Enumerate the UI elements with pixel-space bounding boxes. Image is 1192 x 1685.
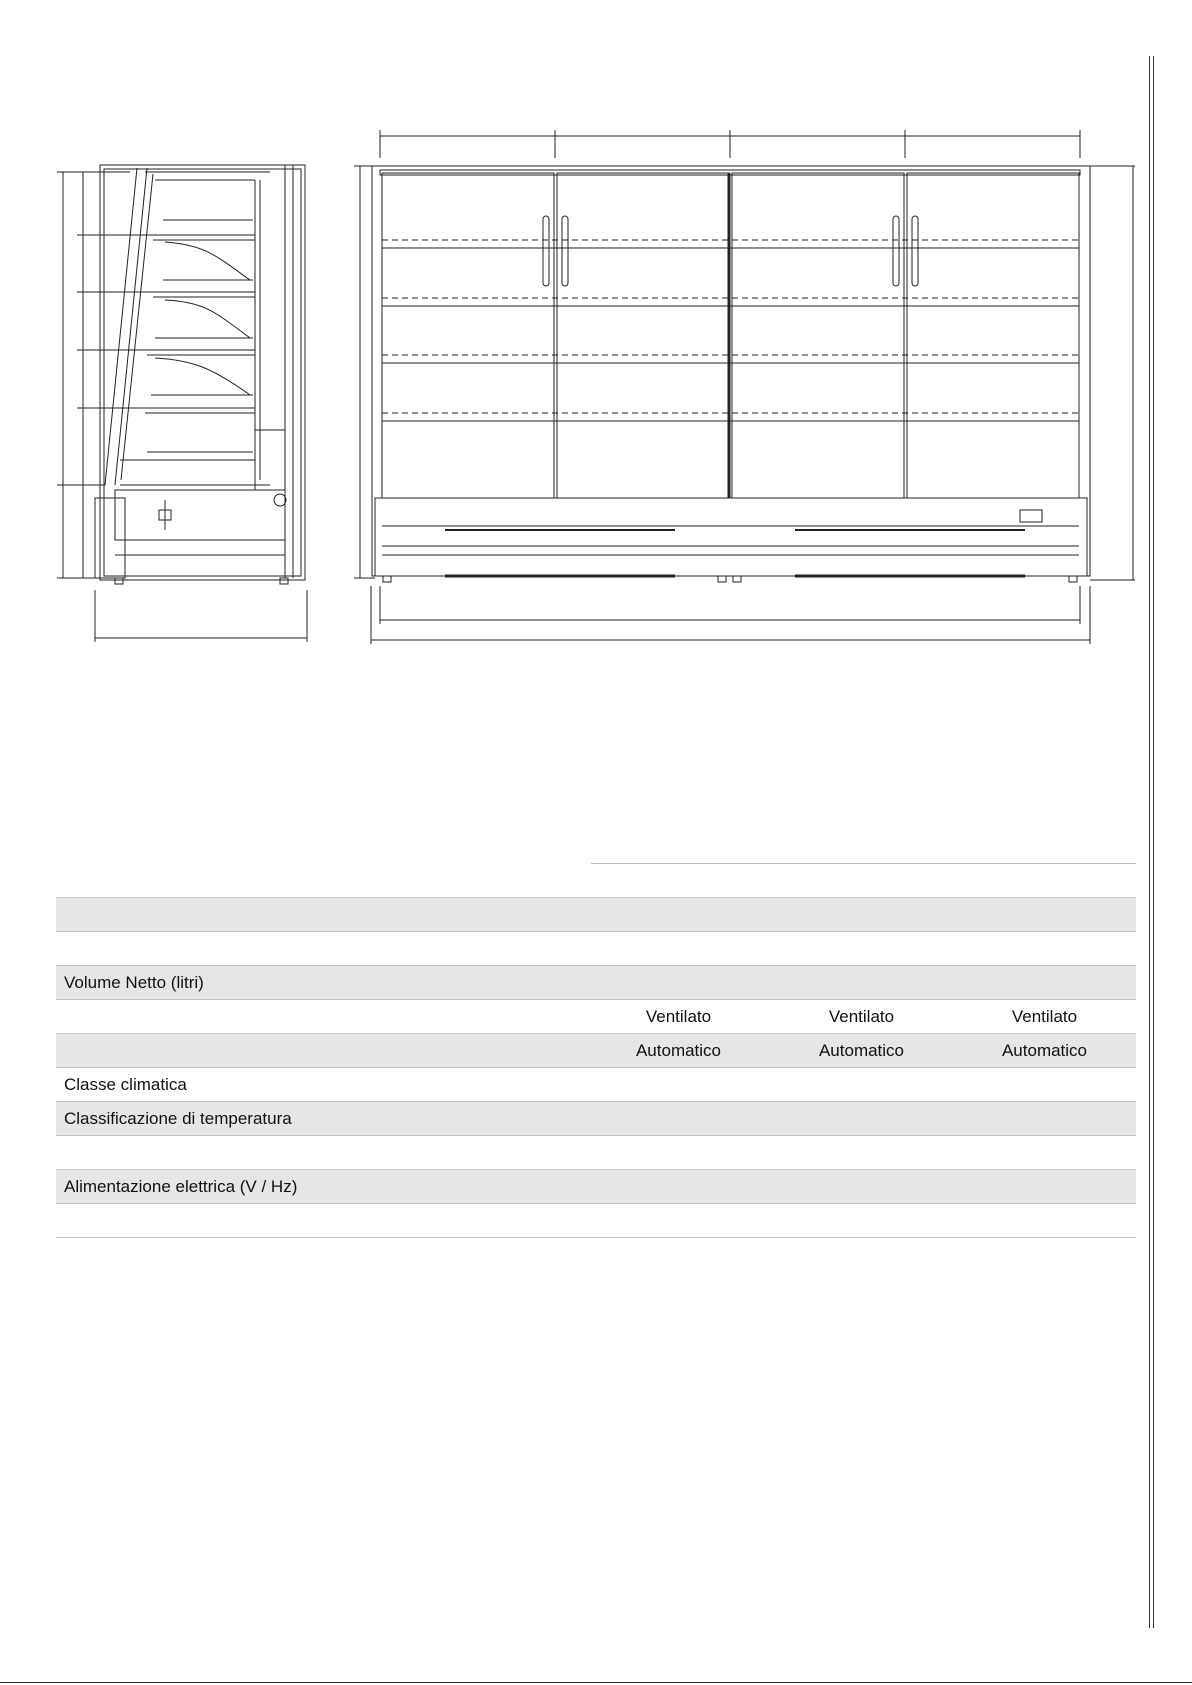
front-view-drawing — [345, 128, 1135, 648]
row-value: Automatico — [953, 1034, 1136, 1068]
row-value — [953, 1102, 1136, 1136]
table-row — [56, 1034, 1136, 1068]
row-value — [770, 1204, 953, 1238]
row-value — [770, 966, 953, 1000]
row-value — [587, 898, 770, 932]
row-label — [56, 1136, 587, 1170]
row-value — [587, 1204, 770, 1238]
row-value — [953, 1170, 1136, 1204]
side-section-drawing — [55, 160, 315, 650]
table-row — [56, 932, 1136, 966]
row-value — [587, 932, 770, 966]
table-row — [56, 1068, 1136, 1102]
specification-table — [56, 897, 1136, 1238]
row-label — [56, 1204, 587, 1238]
row-value — [953, 898, 1136, 932]
row-value — [587, 1136, 770, 1170]
row-value: Ventilato — [953, 1000, 1136, 1034]
row-label — [56, 898, 587, 932]
row-value: Ventilato — [770, 1000, 953, 1034]
row-value — [770, 898, 953, 932]
row-label: Classificazione di temperatura — [56, 1102, 587, 1136]
table-row — [56, 898, 1136, 932]
page-border-line — [1153, 56, 1154, 1628]
table-row — [56, 1136, 1136, 1170]
row-value — [587, 1170, 770, 1204]
row-label — [56, 1000, 587, 1034]
row-value — [953, 1136, 1136, 1170]
page-bottom-line — [0, 1682, 1192, 1683]
row-value — [587, 1068, 770, 1102]
row-value: Ventilato — [587, 1000, 770, 1034]
row-value — [587, 966, 770, 1000]
row-label: Alimentazione elettrica (V / Hz) — [56, 1170, 587, 1204]
row-value — [953, 932, 1136, 966]
row-label — [56, 1034, 587, 1068]
page-border-line — [1149, 56, 1150, 1628]
row-value — [770, 1136, 953, 1170]
row-value — [953, 1068, 1136, 1102]
row-value: Automatico — [770, 1034, 953, 1068]
row-value — [770, 1170, 953, 1204]
table-row — [56, 1204, 1136, 1238]
row-value — [770, 932, 953, 966]
row-value: Automatico — [587, 1034, 770, 1068]
row-value — [953, 1204, 1136, 1238]
row-label: Classe climatica — [56, 1068, 587, 1102]
table-header-rule — [591, 863, 1136, 864]
row-label: Volume Netto (litri) — [56, 966, 587, 1000]
row-value — [587, 1102, 770, 1136]
row-label — [56, 932, 587, 966]
table-row — [56, 1000, 1136, 1034]
row-value — [770, 1068, 953, 1102]
table-row — [56, 1170, 1136, 1204]
row-value — [770, 1102, 953, 1136]
row-value — [953, 966, 1136, 1000]
table-row — [56, 966, 1136, 1000]
table-row — [56, 1102, 1136, 1136]
